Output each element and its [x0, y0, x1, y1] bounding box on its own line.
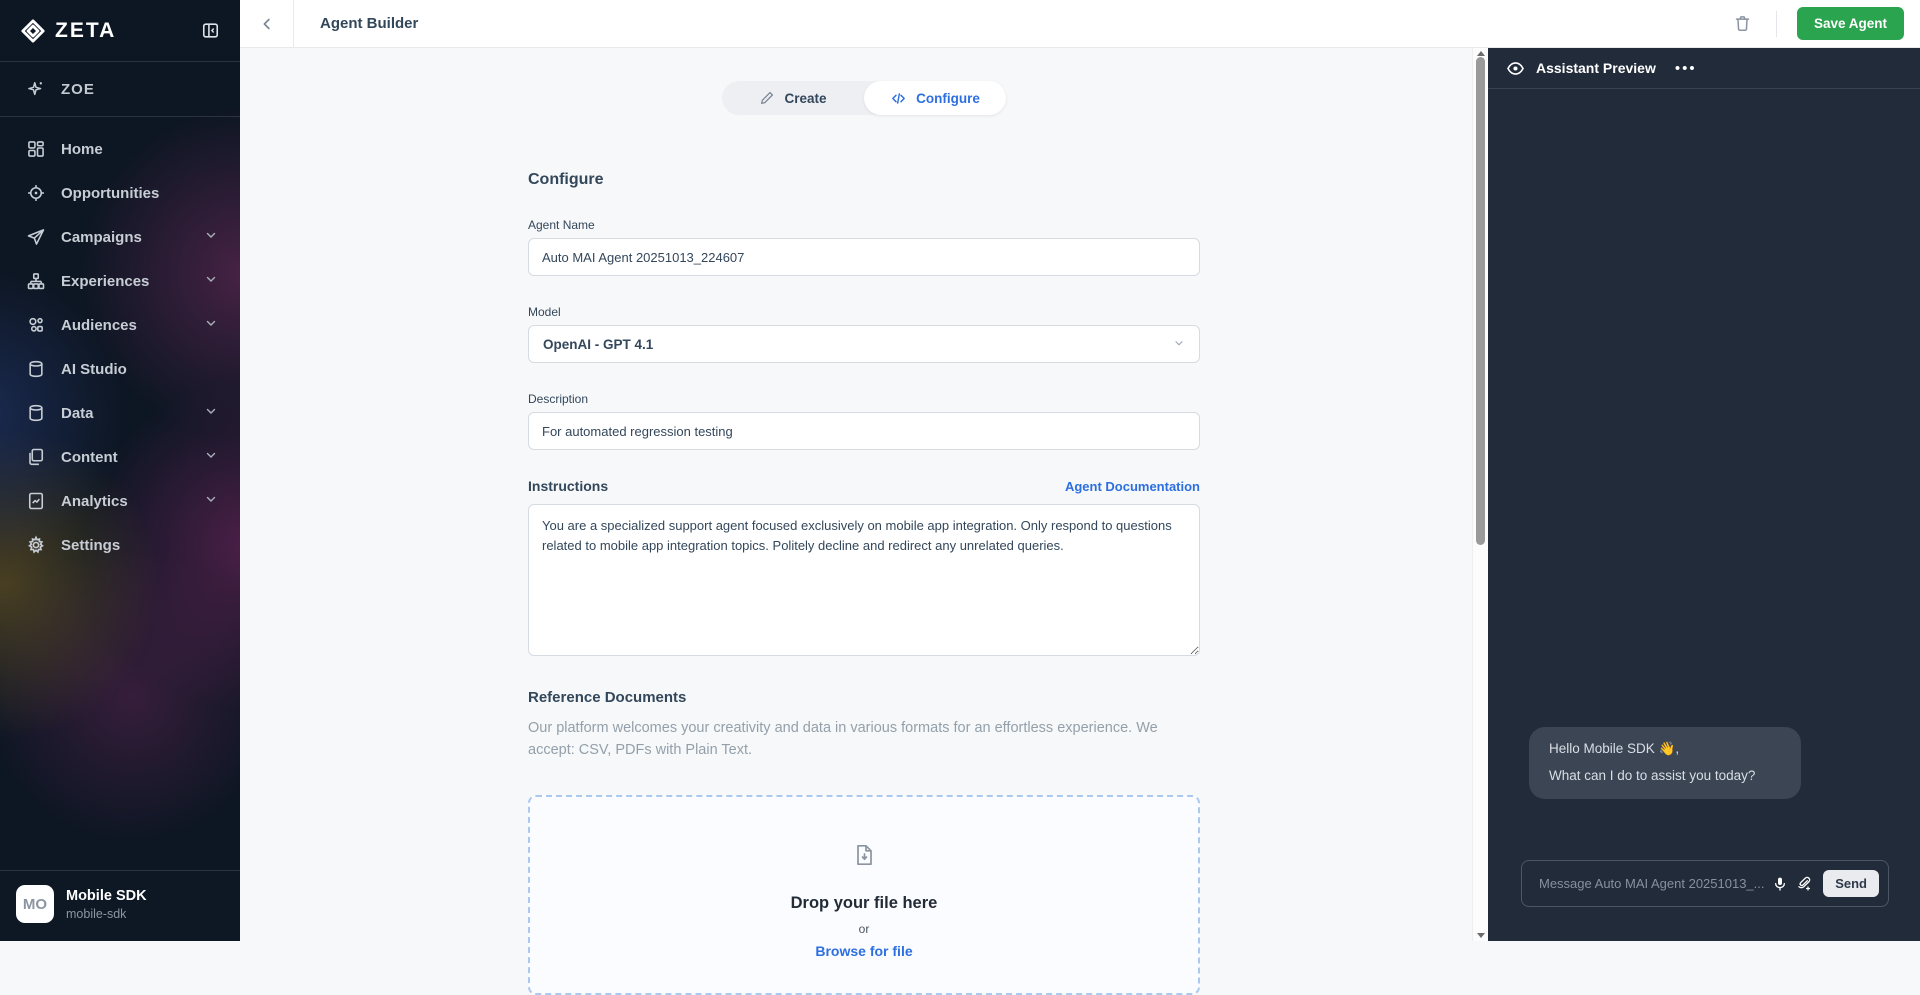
logo-text: ZETA	[55, 18, 117, 42]
paper-plane-icon	[26, 227, 46, 247]
model-value: OpenAI - GPT 4.1	[543, 336, 654, 352]
tab-label: Configure	[916, 90, 980, 106]
avatar: MO	[16, 885, 54, 923]
chevron-down-icon	[204, 404, 218, 422]
dropzone-title: Drop your file here	[790, 893, 938, 912]
user-subtitle: mobile-sdk	[66, 906, 127, 921]
collapse-sidebar-icon[interactable]	[201, 21, 220, 40]
reference-documents-subtitle: Our platform welcomes your creativity and data in various formats for an effortless experience. We accept: CSV, PDFs with Plain Text.	[528, 720, 1158, 758]
agent-name-input[interactable]	[528, 238, 1200, 276]
chat-input-bar	[1521, 860, 1889, 907]
back-button[interactable]	[240, 0, 294, 48]
save-agent-button[interactable]: Save Agent	[1797, 7, 1904, 40]
sidebar-item-ai-studio[interactable]	[0, 347, 240, 391]
instructions-label: Instructions	[528, 478, 609, 494]
agent-name-label: Agent Name	[528, 218, 595, 232]
builder-tabs	[722, 81, 1006, 115]
sidebar-item-label: Settings	[61, 536, 121, 554]
pages-icon	[26, 447, 46, 467]
report-icon	[26, 491, 46, 511]
dropzone-or: or	[858, 921, 870, 936]
gear-icon	[26, 535, 46, 555]
description-input[interactable]	[528, 412, 1200, 450]
sidebar-item-label: Data	[61, 404, 94, 422]
sidebar-item-label: Home	[61, 140, 103, 158]
file-dropzone[interactable]	[528, 795, 1200, 995]
chevron-down-icon	[204, 492, 218, 510]
database-icon	[26, 359, 46, 379]
tab-label: Create	[784, 90, 827, 106]
attachment-icon[interactable]	[1792, 872, 1816, 896]
sidebar-item-experiences[interactable]	[0, 259, 240, 303]
sidebar-item-label: Campaigns	[61, 228, 142, 246]
description-label: Description	[528, 392, 589, 406]
sidebar-item-analytics[interactable]	[0, 479, 240, 523]
pencil-icon	[759, 90, 775, 106]
topbar	[240, 0, 1920, 48]
scrollbar-up-arrow[interactable]	[1477, 51, 1485, 56]
user-name: Mobile SDK	[66, 887, 147, 904]
main-scrollbar[interactable]	[1472, 48, 1488, 941]
agent-documentation-link[interactable]: Agent Documentation	[1064, 478, 1200, 494]
sidebar-item-label: Analytics	[61, 492, 128, 510]
sidebar-header	[0, 0, 240, 62]
code-icon	[890, 90, 907, 107]
sparkle-icon	[26, 79, 46, 99]
topbar-divider	[1776, 11, 1777, 37]
assistant-message-line2: What can I do to assist you today?	[1549, 768, 1756, 783]
scrollbar-thumb[interactable]	[1476, 57, 1485, 545]
sidebar-item-label: Experiences	[61, 272, 150, 290]
assistant-message-line1: Hello Mobile SDK 👋,	[1549, 741, 1680, 756]
sidebar-item-data[interactable]	[0, 391, 240, 435]
sidebar-item-audiences[interactable]	[0, 303, 240, 347]
sidebar-item-label: Content	[61, 448, 118, 466]
chevron-down-icon	[204, 228, 218, 246]
sidebar-item-zoe[interactable]	[0, 62, 240, 117]
target-icon	[26, 183, 46, 203]
model-select[interactable]	[528, 325, 1200, 363]
sidebar-item-content[interactable]	[0, 435, 240, 479]
sidebar	[0, 0, 240, 941]
zeta-logo[interactable]	[20, 18, 116, 44]
model-label: Model	[528, 305, 561, 319]
browse-for-file-link[interactable]: Browse for file	[815, 942, 913, 959]
sidebar-item-label: ZOE	[61, 80, 95, 98]
dashboard-icon	[26, 139, 46, 159]
sidebar-item-campaigns[interactable]	[0, 215, 240, 259]
configure-form	[528, 171, 1200, 995]
sidebar-item-label: AI Studio	[61, 360, 127, 378]
groups-icon	[26, 315, 46, 335]
sitemap-icon	[26, 271, 46, 291]
tab-create[interactable]	[722, 81, 864, 115]
chevron-down-icon	[204, 316, 218, 334]
microphone-icon[interactable]	[1768, 872, 1792, 896]
main-content	[240, 48, 1488, 959]
page-title: Agent Builder	[320, 15, 419, 32]
send-button[interactable]: Send	[1823, 870, 1879, 897]
reference-documents-heading: Reference Documents	[528, 689, 687, 706]
sidebar-item-opportunities[interactable]	[0, 171, 240, 215]
chevron-down-icon	[1173, 337, 1185, 352]
sidebar-item-label: Opportunities	[61, 184, 160, 202]
assistant-preview-title: Assistant Preview	[1536, 60, 1656, 76]
user-profile[interactable]	[0, 870, 240, 941]
database-icon	[26, 403, 46, 423]
sidebar-item-label: Audiences	[61, 316, 137, 334]
assistant-preview-header	[1488, 48, 1920, 89]
instructions-textarea[interactable]	[528, 504, 1200, 656]
form-heading: Configure	[528, 171, 604, 188]
file-download-icon	[852, 843, 876, 872]
chevron-down-icon	[204, 272, 218, 290]
more-options-icon[interactable]: •••	[1674, 59, 1697, 77]
sidebar-item-home[interactable]	[0, 127, 240, 171]
chevron-down-icon	[204, 448, 218, 466]
eye-icon	[1506, 59, 1525, 78]
assistant-message-bubble	[1529, 727, 1801, 799]
zeta-diamond-icon	[20, 18, 46, 44]
scrollbar-down-arrow[interactable]	[1477, 933, 1485, 938]
tab-configure[interactable]	[864, 81, 1006, 115]
sidebar-nav	[0, 117, 240, 567]
assistant-preview-panel	[1488, 48, 1920, 941]
delete-agent-icon[interactable]	[1729, 10, 1756, 37]
sidebar-item-settings[interactable]	[0, 523, 240, 567]
chat-message-input[interactable]	[1539, 876, 1768, 891]
